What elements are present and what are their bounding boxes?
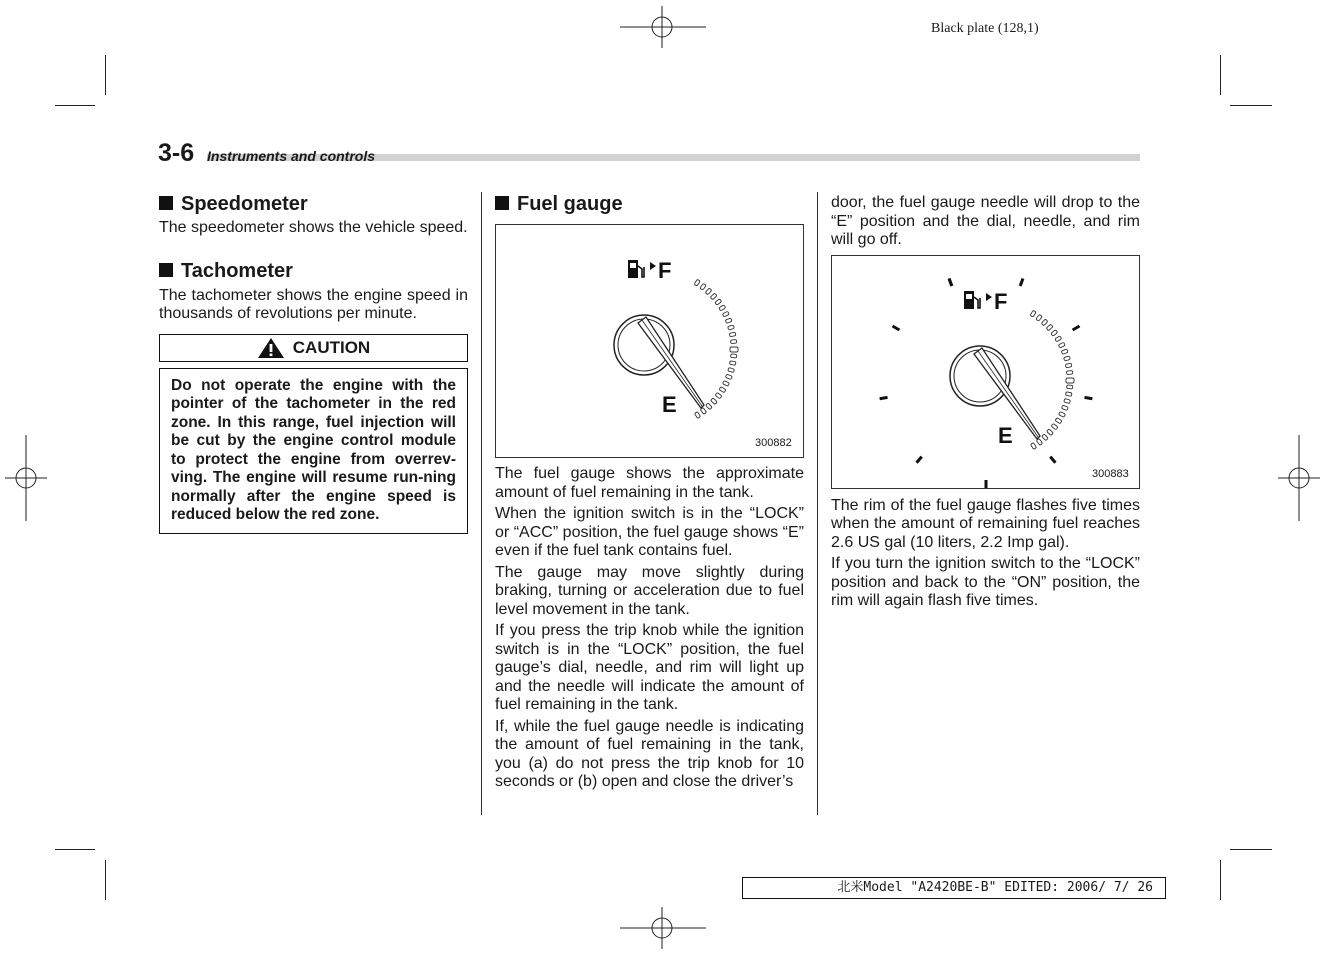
scale-tick bbox=[710, 293, 717, 300]
scale-tick bbox=[1067, 384, 1073, 388]
fuel-gauge-figure-2 bbox=[831, 255, 1140, 489]
fuel-gauge-figure-1 bbox=[495, 224, 804, 458]
scale-tick bbox=[1066, 378, 1074, 383]
scale-tick bbox=[725, 318, 732, 323]
caution-label: CAUTION bbox=[292, 337, 371, 357]
fuel-pump-window bbox=[966, 294, 972, 299]
scale-tick bbox=[700, 407, 706, 414]
scale-tick bbox=[1065, 391, 1072, 396]
registration-mark-bottom-icon bbox=[620, 907, 706, 949]
flash-ray bbox=[1050, 456, 1055, 462]
footer-edit-stamp: 北米Model "A2420BE-B" EDITED: 2006/ 7/ 26 bbox=[742, 877, 1166, 899]
fuel-door-arrow-icon bbox=[650, 262, 656, 270]
scale-tick bbox=[1066, 370, 1072, 374]
square-bullet-icon bbox=[159, 263, 173, 277]
flash-ray bbox=[880, 397, 888, 398]
caution-box bbox=[159, 334, 468, 534]
scale-tick bbox=[730, 347, 738, 352]
fuel-gauge-illustration bbox=[496, 225, 803, 457]
scale-tick bbox=[711, 398, 718, 405]
caution-header bbox=[159, 334, 468, 362]
scale-tick bbox=[719, 305, 726, 311]
caution-text: Do not operate the engine with the pointer of the tachometer in the red zone. In this range, fuel injection will be cut by the engine control module to protect the engine from overrev-ving. The engine will resume run-ning normally after the engine speed is reduced below the red zone. bbox=[171, 376, 456, 523]
scale-tick bbox=[1064, 398, 1071, 403]
registration-mark-top-icon bbox=[620, 6, 706, 48]
fuel-paragraph: The fuel gauge shows the approximate amount of fuel remaining in the tank. bbox=[495, 465, 804, 501]
scale-tick bbox=[1061, 348, 1068, 353]
fuel-paragraph-after: If you turn the ignition switch to the “LOCK” position and back to the “ON” position, the rim will again flash five times. bbox=[831, 555, 1140, 609]
fuel-paragraph: When the ignition switch is in the “LOCK” or “ACC” position, the fuel gauge shows “E” even if the fuel tank contains fuel. bbox=[495, 505, 804, 559]
fuel-paragraph-after: The rim of the fuel gauge flashes five times when the amount of remaining fuel reaches 2.6 US gal (10 liters, 2.2 Imp gal). bbox=[831, 496, 1140, 551]
column-divider bbox=[817, 192, 818, 815]
figure-code: 300882 bbox=[755, 437, 792, 449]
scale-tick bbox=[1047, 428, 1054, 435]
full-label: F bbox=[658, 258, 672, 283]
section-title: Instruments and controls bbox=[207, 148, 376, 164]
registration-mark-left-icon bbox=[5, 435, 47, 521]
column-right bbox=[831, 192, 1140, 611]
scale-tick bbox=[1030, 442, 1036, 449]
page-number: 3-6 bbox=[158, 139, 195, 167]
caution-body bbox=[159, 368, 468, 534]
figure-code: 300883 bbox=[1092, 467, 1129, 480]
scale-tick bbox=[729, 361, 736, 366]
scale-tick bbox=[1055, 335, 1062, 341]
flash-ray bbox=[917, 456, 922, 462]
flash-ray bbox=[892, 326, 899, 330]
fuel-pump-hose bbox=[638, 266, 644, 277]
fuel-door-arrow-icon bbox=[986, 293, 992, 301]
flash-ray bbox=[1073, 326, 1080, 330]
scale-tick bbox=[1055, 417, 1062, 423]
fuel-pump-icon bbox=[964, 291, 974, 309]
full-label: F bbox=[994, 288, 1008, 314]
flash-ray bbox=[1084, 397, 1092, 398]
scale-tick bbox=[1051, 423, 1058, 429]
scale-tick bbox=[725, 374, 732, 379]
scale-tick bbox=[715, 299, 722, 305]
scale-tick bbox=[719, 387, 726, 393]
scale-tick bbox=[1058, 342, 1065, 348]
scale-tick bbox=[1065, 363, 1072, 368]
column-middle bbox=[495, 192, 804, 792]
fuel-paragraph: The gauge may move slightly during braking, turning or acceleration due to fuel level movement in the tank. bbox=[495, 563, 804, 618]
scale-tick bbox=[1064, 355, 1071, 360]
scale-tick bbox=[729, 332, 736, 337]
column-divider bbox=[481, 192, 482, 815]
scale-tick bbox=[694, 412, 700, 419]
fuel-pump-hose bbox=[974, 297, 980, 308]
scale-tick bbox=[1036, 438, 1042, 445]
warning-triangle-icon bbox=[257, 337, 285, 359]
scale-tick bbox=[700, 283, 706, 290]
scale-tick bbox=[705, 288, 712, 295]
scale-tick bbox=[715, 392, 722, 398]
scale-tick bbox=[723, 381, 730, 387]
scale-tick bbox=[731, 354, 737, 358]
square-bullet-icon bbox=[495, 196, 509, 210]
scale-tick bbox=[1041, 318, 1048, 325]
scale-tick bbox=[694, 279, 700, 286]
scale-tick bbox=[706, 403, 713, 410]
scale-tick bbox=[728, 368, 735, 373]
speedometer-heading: Speedometer bbox=[159, 192, 468, 216]
scale-tick bbox=[722, 311, 729, 317]
fuel-pump-window bbox=[630, 263, 636, 268]
fuel-continuation: door, the fuel gauge needle will drop to the “E” position and the dial, needle, and rim will go off. bbox=[831, 194, 1140, 248]
scale-tick bbox=[1042, 433, 1049, 440]
column-left bbox=[159, 192, 468, 534]
fuel-pump-icon bbox=[628, 260, 638, 278]
flash-ray bbox=[949, 278, 952, 286]
fuel-gauge-flashing-illustration bbox=[832, 256, 1139, 488]
scale-tick bbox=[1030, 310, 1036, 317]
square-bullet-icon bbox=[159, 196, 173, 210]
registration-mark-right-icon bbox=[1278, 435, 1320, 521]
tachometer-heading: Tachometer bbox=[159, 259, 468, 283]
scale-tick bbox=[728, 325, 735, 330]
scale-tick bbox=[1061, 405, 1068, 410]
empty-label: E bbox=[998, 422, 1013, 448]
scale-tick bbox=[1051, 329, 1058, 335]
scale-tick bbox=[1046, 324, 1053, 331]
plate-label: Black plate (128,1) bbox=[931, 21, 1039, 36]
scale-tick bbox=[1059, 411, 1066, 417]
scale-tick bbox=[1036, 314, 1042, 321]
empty-label: E bbox=[662, 392, 677, 417]
tachometer-text: The tachometer shows the engine speed in thousands of revolutions per minute. bbox=[159, 286, 468, 322]
fuel-paragraph: If you press the trip knob while the ignition switch is in the “LOCK” position, the fuel gauge’s dial, needle, and rim will light up and the needle will indicate the amount of fuel remaining in the tank. bbox=[495, 622, 804, 713]
speedometer-text: The speedometer shows the vehicle speed. bbox=[159, 219, 468, 236]
scale-tick bbox=[730, 340, 736, 344]
flash-ray bbox=[1020, 278, 1023, 286]
fuel-gauge-heading: Fuel gauge bbox=[495, 192, 804, 216]
fuel-paragraph: If, while the fuel gauge needle is indicating the amount of fuel remaining in the tank, you (a) do not press the trip knob for 10 seconds or (b) open and close the driver’s bbox=[495, 717, 804, 790]
